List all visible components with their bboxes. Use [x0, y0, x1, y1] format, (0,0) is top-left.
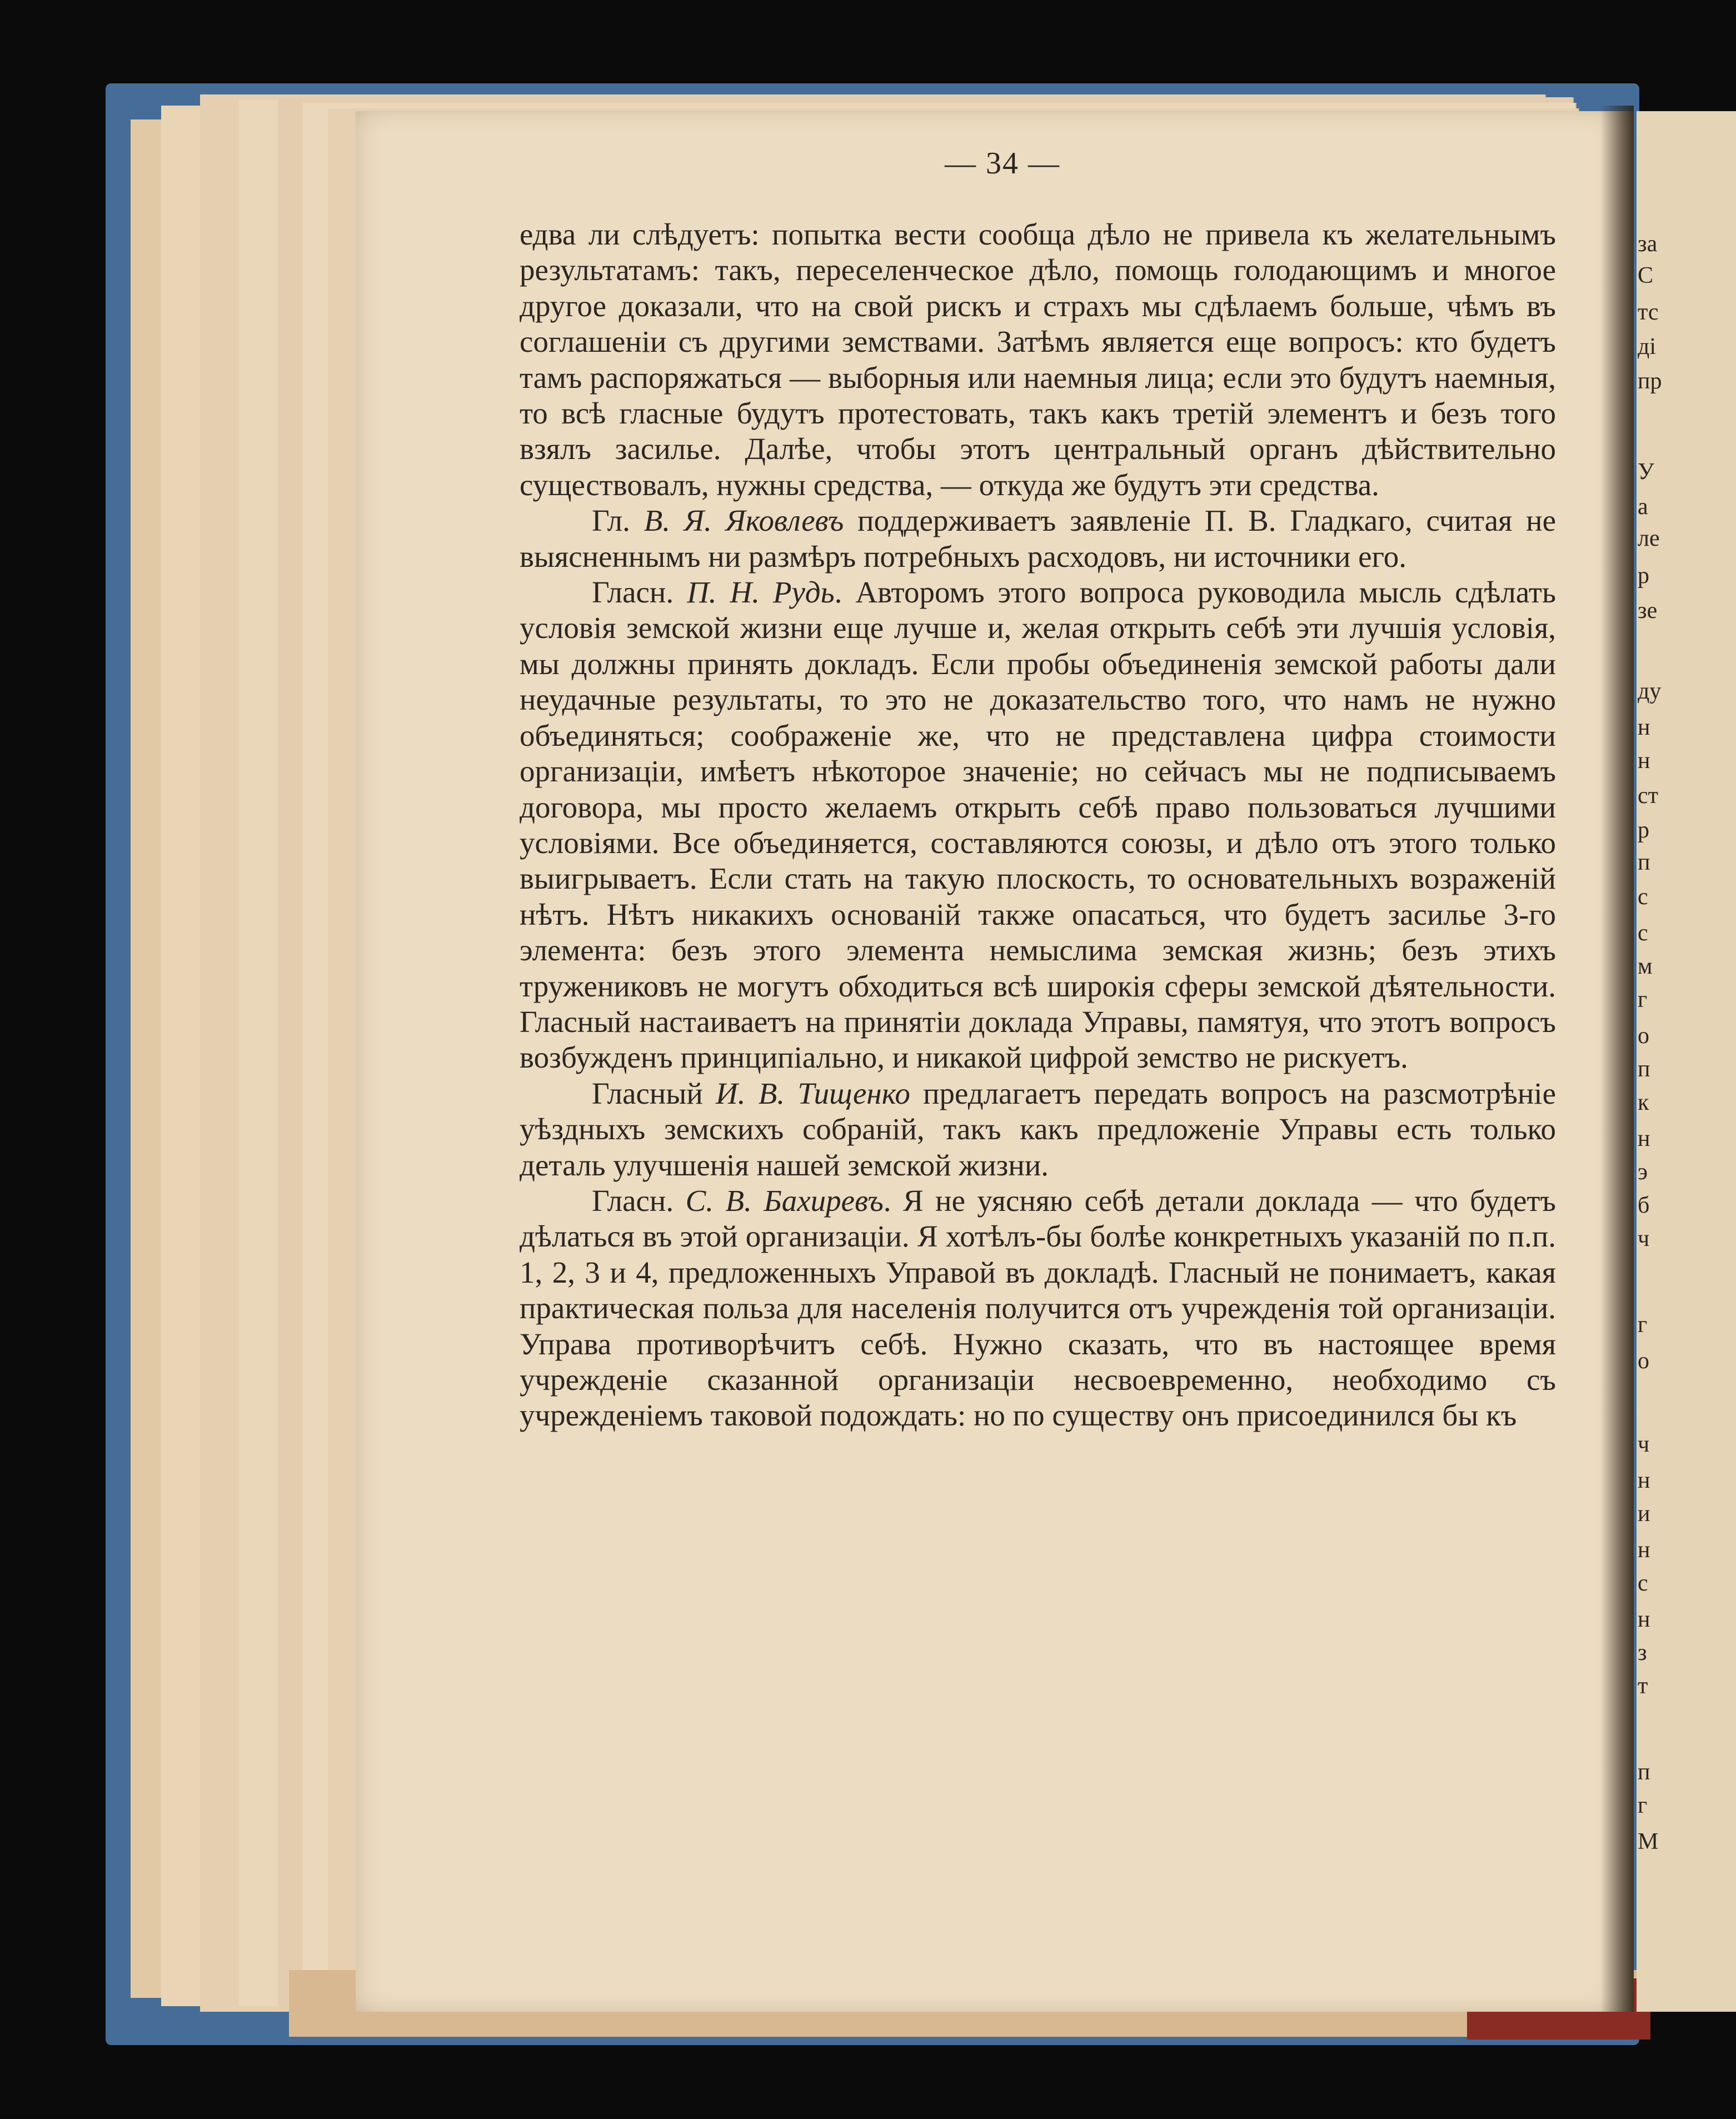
facing-page-fragment: М [1638, 1829, 1659, 1854]
speaker-name: П. Н. Рудь [687, 575, 835, 610]
book-gutter [1600, 106, 1634, 2012]
page-number: — 34 — [945, 146, 1060, 181]
paragraph [520, 575, 1556, 1076]
facing-page-fragment: ді [1638, 334, 1657, 360]
paragraph-text: Гласн. [592, 1183, 686, 1218]
facing-page-fragment: ст [1638, 783, 1658, 809]
facing-page-fragment: г [1638, 1312, 1648, 1338]
facing-page-fragment: пр [1638, 368, 1662, 394]
paragraph-text: предлагаетъ передать вопросъ на разсмотрѣніе уѣздныхъ земскихъ собраній, такъ какъ предложеніе Управы есть только деталь улучшенія нашей земской жизни. [520, 1076, 1556, 1182]
facing-page-fragment: п [1638, 1759, 1650, 1785]
speaker-name: В. Я. Яковлевъ [643, 503, 844, 538]
facing-page-fragment: э [1638, 1159, 1648, 1185]
paragraph-text: . Я не уясняю себѣ детали доклада — что будетъ дѣлаться въ этой организаціи. Я хотѣлъ-бы болѣе конкретныхъ указаній по п.п. 1, 2, 3 и 4, предложенныхъ Управой въ докладѣ. Гласный не понимаетъ, какая практическая польза для населенія получится отъ учрежденія той организаціи. Управа противорѣчитъ себѣ. Нужно сказать, что въ настоящее время учрежденіе сказанной организаціи несвоевременно, необходимо съ учрежденіемъ таковой подождать: но по существу онъ присоединился бы къ [520, 1183, 1556, 1433]
facing-page-fragment: з [1638, 1640, 1647, 1666]
facing-page-fragment: о [1638, 1023, 1649, 1049]
facing-page-fragment: п [1638, 850, 1650, 875]
facing-page-fragment: с [1638, 920, 1648, 946]
paragraph [520, 1076, 1556, 1183]
facing-page-fragment: зе [1638, 598, 1658, 624]
facing-page-fragment: ч [1638, 1226, 1650, 1252]
paragraph-text: Гласный [592, 1076, 716, 1110]
facing-page-fragment: р [1638, 817, 1649, 843]
facing-page-fragment: г [1638, 1793, 1648, 1818]
facing-page-fragment: ле [1638, 526, 1660, 551]
facing-page-fragment: н [1638, 715, 1650, 740]
facing-page-fragment: С [1638, 263, 1654, 288]
facing-page-fragment: и [1638, 1501, 1650, 1527]
facing-page-fragment: У [1638, 459, 1654, 485]
paragraph [520, 217, 1556, 503]
facing-page-fragment: н [1638, 1126, 1650, 1151]
facing-page [1637, 111, 1736, 2012]
facing-page-fragment: п [1638, 1056, 1650, 1082]
speaker-name: И. В. Тищенко [716, 1076, 910, 1110]
facing-page-fragment: о [1638, 1348, 1649, 1374]
facing-page-fragment: с [1638, 1570, 1648, 1596]
facing-page-fragment: за [1638, 231, 1658, 257]
facing-page-fragment: р [1638, 563, 1649, 589]
paragraph-text: поддерживаетъ заявленіе П. В. Гладкаго, считая не выясненнымъ ни размѣръ потребныхъ расходовъ, ни источники его. [520, 503, 1556, 574]
facing-page-fragment: м [1638, 954, 1653, 979]
paragraph-text: едва ли слѣдуетъ: попытка вести сообща дѣло не привела къ желательнымъ результатамъ: такъ, переселенческое дѣло, помощь голодающимъ и многое другое доказали, что на свой рискъ и страхъ мы сдѣлаемъ больше, чѣмъ въ соглашеніи съ другими земствами. Затѣмъ является еще вопросъ: кто будетъ тамъ распоряжаться — выборныя или наемныя лица; если это будутъ наемныя, то всѣ гласные будутъ протестовать, такъ какъ третій элементъ и безъ того взялъ засилье. Далѣе, чтобы этотъ центральный органъ дѣйствительно существовалъ, нужны средства, — откуда же будутъ эти средства. [520, 217, 1556, 502]
facing-page-fragment: с [1638, 884, 1648, 910]
page-body-text [520, 217, 1556, 1434]
facing-page-fragment: б [1638, 1193, 1650, 1218]
facing-page-fragment: к [1638, 1090, 1649, 1115]
paragraph-text: Гласн. [592, 575, 687, 610]
paragraph [520, 1183, 1556, 1434]
paragraph-text: . Авторомъ этого вопроса руководила мысль сдѣлать условія земской жизни еще лучше и, желая открыть себѣ эти лучшія условія, мы должны принять докладъ. Если пробы объединенія земской работы дали неудачные результаты, то это не доказательство того, что намъ не нужно объединяться; соображеніе же, что не представлена цифра стоимости организаціи, имѣетъ нѣкоторое значеніе; но сейчасъ мы не подписываемъ договора, мы просто желаемъ открыть себѣ право пользоваться лучшими условіями. Все объединяется, составляются союзы, и дѣло отъ этого только выигрываетъ. Если стать на такую плоскость, то основательныхъ возраженій нѣтъ. Нѣтъ никакихъ основаній также опасаться, что будетъ засилье 3-го элемента: безъ этого элемента немыслима земская жизнь; безъ этихъ тружениковъ не могутъ обходиться всѣ широкія сферы земской дѣятельности. Гласный настаиваетъ на принятіи доклада Управы, памятуя, что этотъ вопросъ возбужденъ принципіально, и никакой цифрой земство не рискуетъ. [520, 575, 1556, 1075]
facing-page-fragment: ч [1638, 1432, 1650, 1457]
facing-page-fragment: н [1638, 1537, 1650, 1563]
facing-page-fragment: а [1638, 494, 1648, 520]
facing-page-fragment: н [1638, 1468, 1650, 1493]
facing-page-fragment: н [1638, 748, 1650, 774]
facing-page-fragment: ду [1638, 679, 1662, 704]
speaker-name: С. В. Бахиревъ [685, 1183, 884, 1218]
facing-page-fragment: тс [1638, 300, 1659, 325]
facing-page-fragment: т [1638, 1673, 1648, 1699]
facing-page-fragment: н [1638, 1607, 1650, 1632]
facing-page-fragment: г [1638, 987, 1648, 1013]
paragraph [520, 503, 1556, 575]
paragraph-text: Гл. [592, 503, 644, 538]
